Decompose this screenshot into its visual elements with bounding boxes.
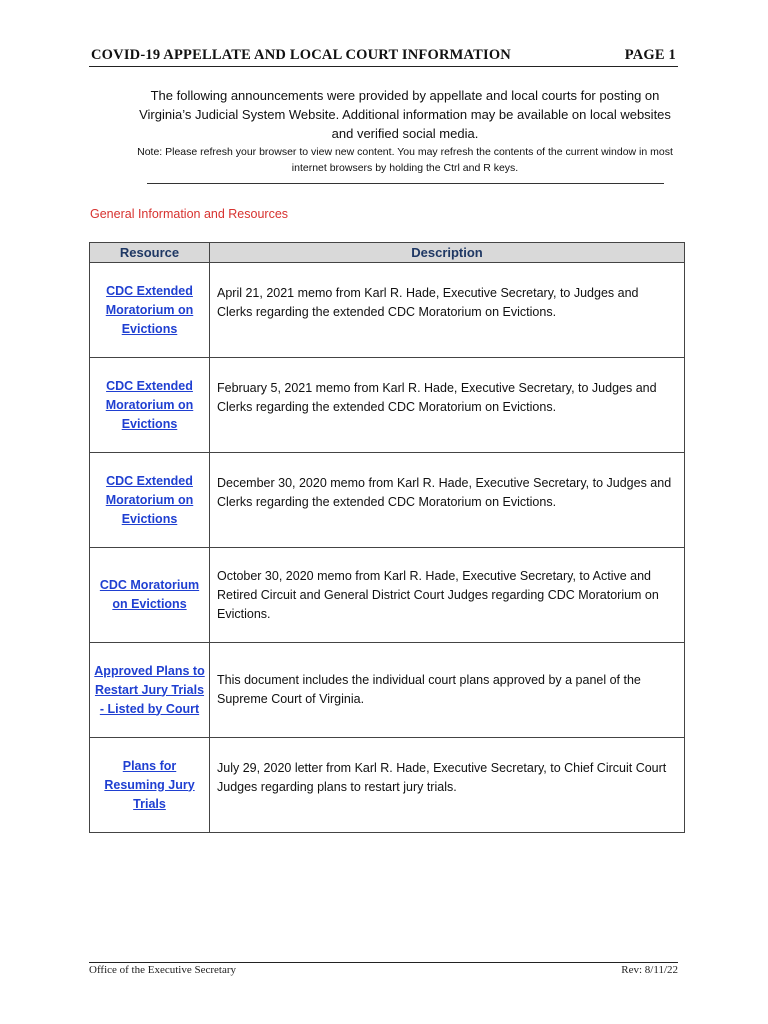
table-row [90,453,685,548]
table-row [90,358,685,453]
document-title: COVID-19 APPELLATE AND LOCAL COURT INFORMATION [91,47,511,63]
resource-link[interactable]: Approved Plans to Restart Jury Trials - Listed by Court [94,663,205,716]
table-row [90,643,685,738]
resource-link[interactable]: CDC Moratorium on Evictions [99,578,200,611]
resource-cell [90,548,210,643]
intro-paragraph: The following announcements were provided by appellate and local courts for posting on Virginia’s Judicial System Website. Additional information may be available on local websites and verified social media. [139,88,671,141]
resource-link[interactable]: Plans for Resuming Jury Trials [104,758,195,811]
description-text: April 21, 2021 memo from Karl R. Hade, Executive Secretary, to Judges and Clerks regarding the extended CDC Moratorium on Evictions. [217,285,639,319]
resource-cell [90,738,210,833]
resource-cell [90,453,210,548]
section-heading: General Information and Resources [90,207,289,221]
description-cell [210,358,685,453]
page-number: PAGE 1 [624,47,676,63]
resource-column-header: Resource [90,243,210,263]
table-header-row [90,243,685,263]
page-header [89,44,678,67]
resource-cell [90,643,210,738]
footer-office: Office of the Executive Secretary [89,964,237,976]
resource-link[interactable]: CDC Extended Moratorium on Evictions [105,473,194,526]
description-text: This document includes the individual court plans approved by a panel of the Supreme Court of Virginia. [217,673,641,706]
refresh-note: Note: Please refresh your browser to view new content. You may refresh the contents of the current window in most internet browsers by holding the Ctrl and R keys. [137,146,673,174]
resources-table [89,242,685,833]
table-row [90,263,685,358]
description-text: February 5, 2021 memo from Karl R. Hade, Executive Secretary, to Judges and Clerks regarding the extended CDC Moratorium on Evictions. [217,380,657,414]
resource-link[interactable]: CDC Extended Moratorium on Evictions [105,283,194,336]
resource-cell [90,263,210,358]
table-row [90,738,685,833]
description-cell [210,548,685,643]
separator-line [147,183,664,184]
footer-revision: Rev: 8/11/22 [621,964,678,976]
description-text: July 29, 2020 letter from Karl R. Hade, Executive Secretary, to Chief Circuit Court Judges regarding plans to restart jury trials. [217,760,667,794]
description-cell [210,643,685,738]
description-cell [210,738,685,833]
resource-cell [90,358,210,453]
description-text: October 30, 2020 memo from Karl R. Hade, Executive Secretary, to Active and Retired Circuit and General District Court Judges regarding CDC Moratorium on Evictions. [217,568,659,621]
description-cell [210,263,685,358]
page-footer [89,962,678,976]
description-text: December 30, 2020 memo from Karl R. Hade, Executive Secretary, to Judges and Clerks regarding the extended CDC Moratorium on Evictions. [217,475,672,509]
table-row [90,548,685,643]
description-cell [210,453,685,548]
resource-link[interactable]: CDC Extended Moratorium on Evictions [105,378,194,431]
description-column-header: Description [210,243,685,263]
